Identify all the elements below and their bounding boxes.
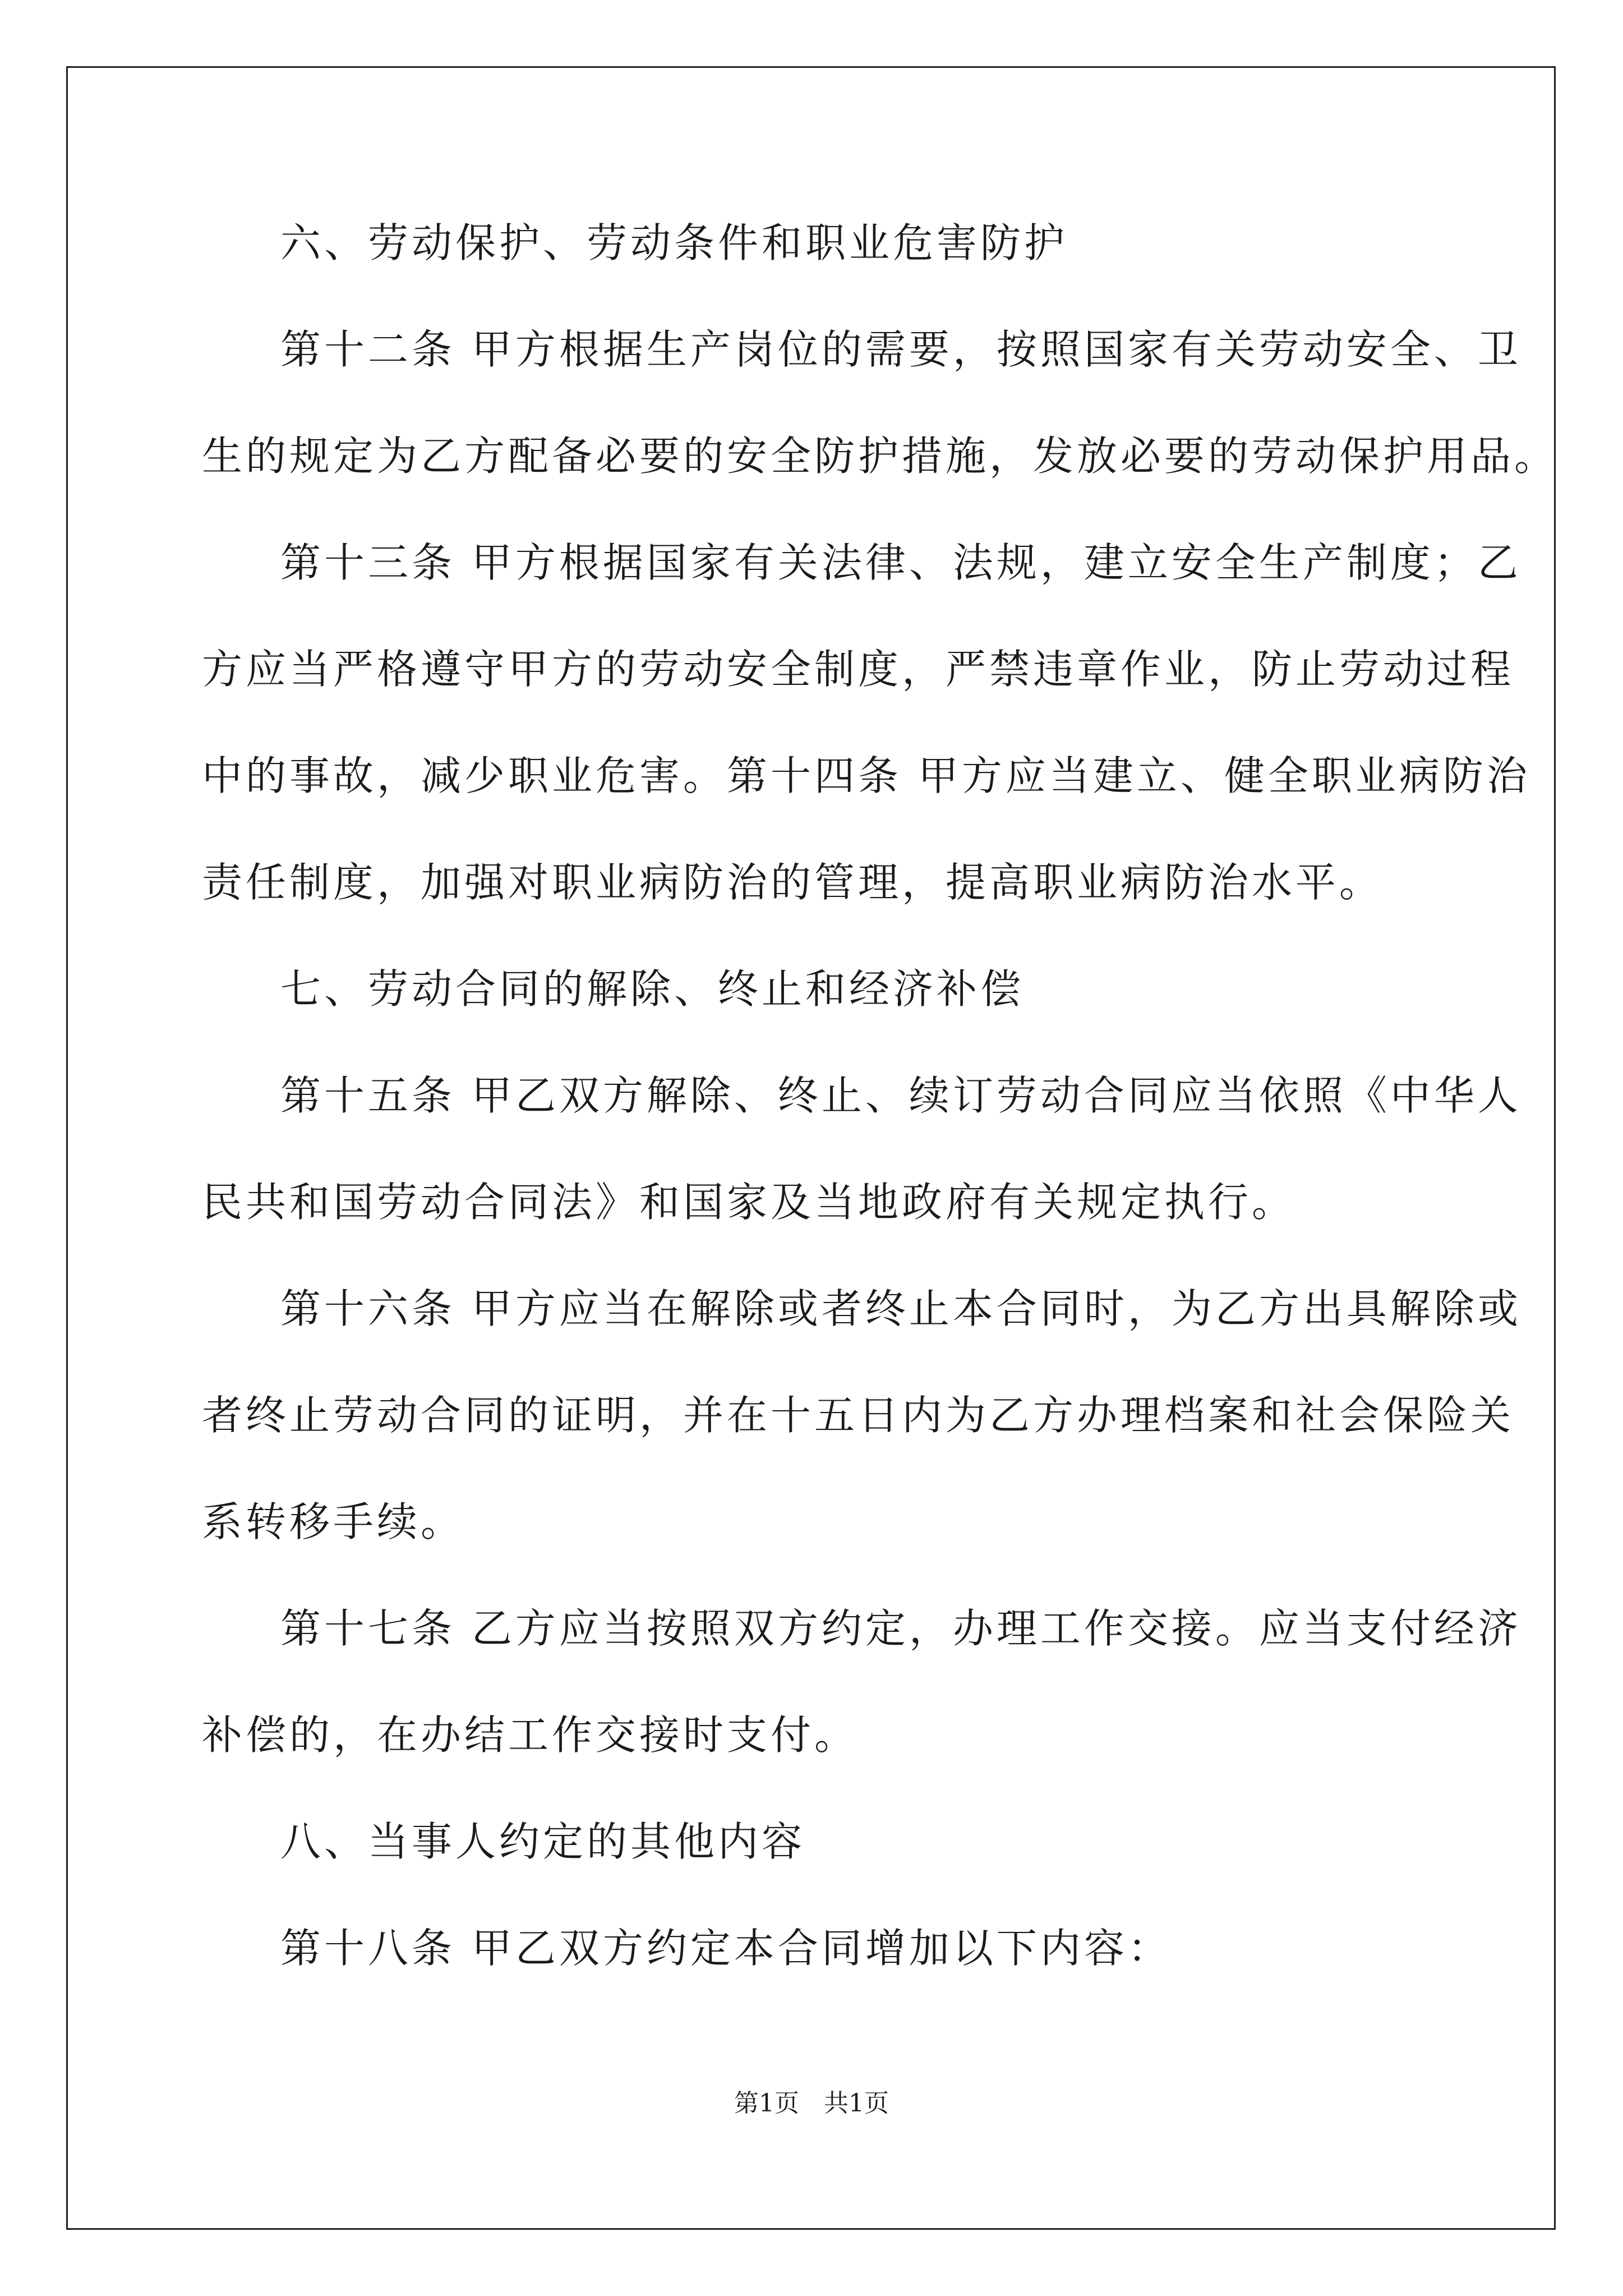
article-14-line-2: 责任制度，加强对职业病防治的管理，提高职业病防治水平。 xyxy=(202,859,1384,906)
page-number-footer: 第1页 共1页 xyxy=(734,2089,889,2118)
article-18-line-1: 第十八条 甲乙双方约定本合同增加以下内容： xyxy=(280,1925,1172,1972)
section-heading-6: 六、劳动保护、劳动条件和职业危害防护 xyxy=(280,219,1068,266)
section-heading-7: 七、劳动合同的解除、终止和经济补偿 xyxy=(280,965,1025,1013)
section-heading-8: 八、当事人约定的其他内容 xyxy=(280,1818,806,1865)
article-15-line-2: 民共和国劳动合同法》和国家及当地政府有关规定执行。 xyxy=(202,1179,1296,1226)
article-13-14-line-3: 中的事故，减少职业危害。第十四条 甲方应当建立、健全职业病防治 xyxy=(202,752,1530,799)
article-17-line-2: 补偿的，在办结工作交接时支付。 xyxy=(202,1711,859,1759)
article-17-line-1: 第十七条 乙方应当按照双方约定，办理工作交接。应当支付经济 xyxy=(280,1605,1521,1652)
page-border xyxy=(66,66,1559,2230)
article-15-line-1: 第十五条 甲乙双方解除、终止、续订劳动合同应当依照《中华人 xyxy=(280,1072,1521,1119)
article-16-line-1: 第十六条 甲方应当在解除或者终止本合同时，为乙方出具解除或 xyxy=(280,1285,1521,1332)
article-13-line-2: 方应当严格遵守甲方的劳动安全制度，严禁违章作业，防止劳动过程 xyxy=(202,646,1515,693)
article-16-line-3: 系转移手续。 xyxy=(202,1498,465,1545)
article-16-line-2: 者终止劳动合同的证明，并在十五日内为乙方办理档案和社会保险关 xyxy=(202,1392,1515,1439)
article-12-line-1: 第十二条 甲方根据生产岗位的需要，按照国家有关劳动安全、卫 xyxy=(280,326,1521,373)
article-13-line-1: 第十三条 甲方根据国家有关法律、法规，建立安全生产制度；乙 xyxy=(280,539,1521,586)
article-12-line-2: 生的规定为乙方配备必要的安全防护措施，发放必要的劳动保护用品。 xyxy=(202,432,1559,480)
